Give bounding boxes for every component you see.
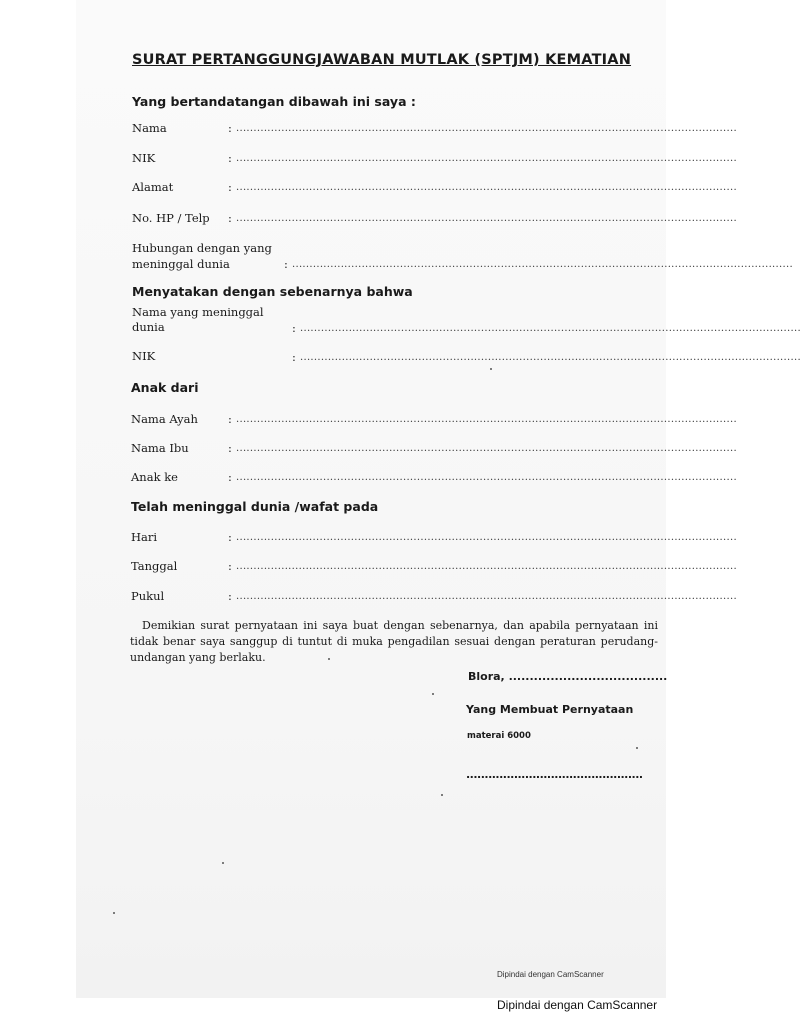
- field-blank-relation: ................................................................................................................................................: [292, 259, 793, 270]
- field-blank-child-order: ................................................................................................................................................: [236, 472, 737, 483]
- document-title: SURAT PERTANGGUNGJAWABAN MUTLAK (SPTJM) KEMATIAN: [132, 52, 632, 68]
- field-colon: :: [228, 530, 232, 544]
- field-label-mother: Nama Ibu: [131, 441, 189, 455]
- field-colon: :: [228, 121, 232, 135]
- scan-speck: [222, 862, 224, 864]
- field-label-relation-line1: Hubungan dengan yang: [132, 241, 272, 255]
- section-heading-death: Telah meninggal dunia /wafat pada: [131, 499, 379, 514]
- field-colon: :: [228, 180, 232, 194]
- field-blank-time: ................................................................................................................................................: [236, 591, 737, 602]
- field-label-child-order: Anak ke: [131, 470, 178, 484]
- signature-maker-label: Yang Membuat Pernyataan: [466, 703, 634, 716]
- section-heading-parents: Anak dari: [131, 380, 199, 395]
- scan-speck: [432, 693, 434, 695]
- field-label-time: Pukul: [131, 589, 165, 603]
- field-colon: :: [228, 470, 232, 484]
- scan-speck: [328, 658, 330, 660]
- field-colon: :: [284, 257, 288, 271]
- field-colon: :: [228, 589, 232, 603]
- field-blank-phone: ................................................................................................................................................: [236, 213, 737, 224]
- field-blank-nik: ................................................................................................................................................: [236, 153, 737, 164]
- field-blank-date: ................................................................................................................................................: [236, 561, 737, 572]
- scan-speck: [490, 368, 492, 370]
- field-colon: :: [228, 412, 232, 426]
- field-label-nik: NIK: [132, 151, 156, 165]
- field-blank-deceased-name: ................................................................................................................................................: [300, 323, 801, 334]
- field-label-date: Tanggal: [131, 559, 178, 573]
- camscanner-watermark: Dipindai dengan CamScanner: [497, 998, 658, 1012]
- statement-paragraph: Demikian surat pernyataan ini saya buat dengan sebenarnya, dan apabila pernyataan ini tidak benar saya sanggup di tuntut di muka pengadilan sesuai dengan peraturan perudang-undangan yang berlaku.: [130, 619, 658, 664]
- field-colon: :: [292, 350, 296, 364]
- scan-speck: [636, 747, 638, 749]
- field-colon: :: [228, 211, 232, 225]
- field-blank-alamat: ................................................................................................................................................: [236, 182, 737, 193]
- field-label-nama: Nama: [132, 121, 167, 135]
- field-blank-day: ................................................................................................................................................: [236, 532, 737, 543]
- scan-speck: [441, 794, 443, 796]
- field-colon: :: [228, 151, 232, 165]
- signature-line: ................................................: [466, 768, 643, 781]
- field-colon: :: [292, 321, 296, 335]
- field-label-deceased-line1: Nama yang meninggal: [132, 305, 264, 319]
- field-blank-mother: ................................................................................................................................................: [236, 443, 737, 454]
- field-label-deceased-nik: NIK: [132, 349, 156, 363]
- signature-place-date: Blora, ......................................: [468, 670, 668, 683]
- field-label-father: Nama Ayah: [131, 412, 198, 426]
- field-label-alamat: Alamat: [132, 180, 174, 194]
- field-blank-deceased-nik: ................................................................................................................................................: [300, 352, 801, 363]
- stamp-duty-label: materai 6000: [467, 731, 531, 741]
- field-blank-father: ................................................................................................................................................: [236, 414, 737, 425]
- section-heading-signer: Yang bertandatangan dibawah ini saya :: [132, 94, 416, 109]
- field-label-day: Hari: [131, 530, 158, 544]
- field-colon: :: [228, 441, 232, 455]
- section-heading-declare: Menyatakan dengan sebenarnya bahwa: [132, 284, 413, 299]
- field-colon: :: [228, 559, 232, 573]
- field-label-relation-line2: meninggal dunia: [132, 257, 230, 271]
- field-label-phone: No. HP / Telp: [132, 211, 210, 225]
- field-blank-nama: ................................................................................................................................................: [236, 123, 737, 134]
- camscanner-watermark-small: Dipindai dengan CamScanner: [497, 970, 604, 979]
- scan-speck: [113, 912, 115, 914]
- field-label-deceased-line2: dunia: [132, 320, 165, 334]
